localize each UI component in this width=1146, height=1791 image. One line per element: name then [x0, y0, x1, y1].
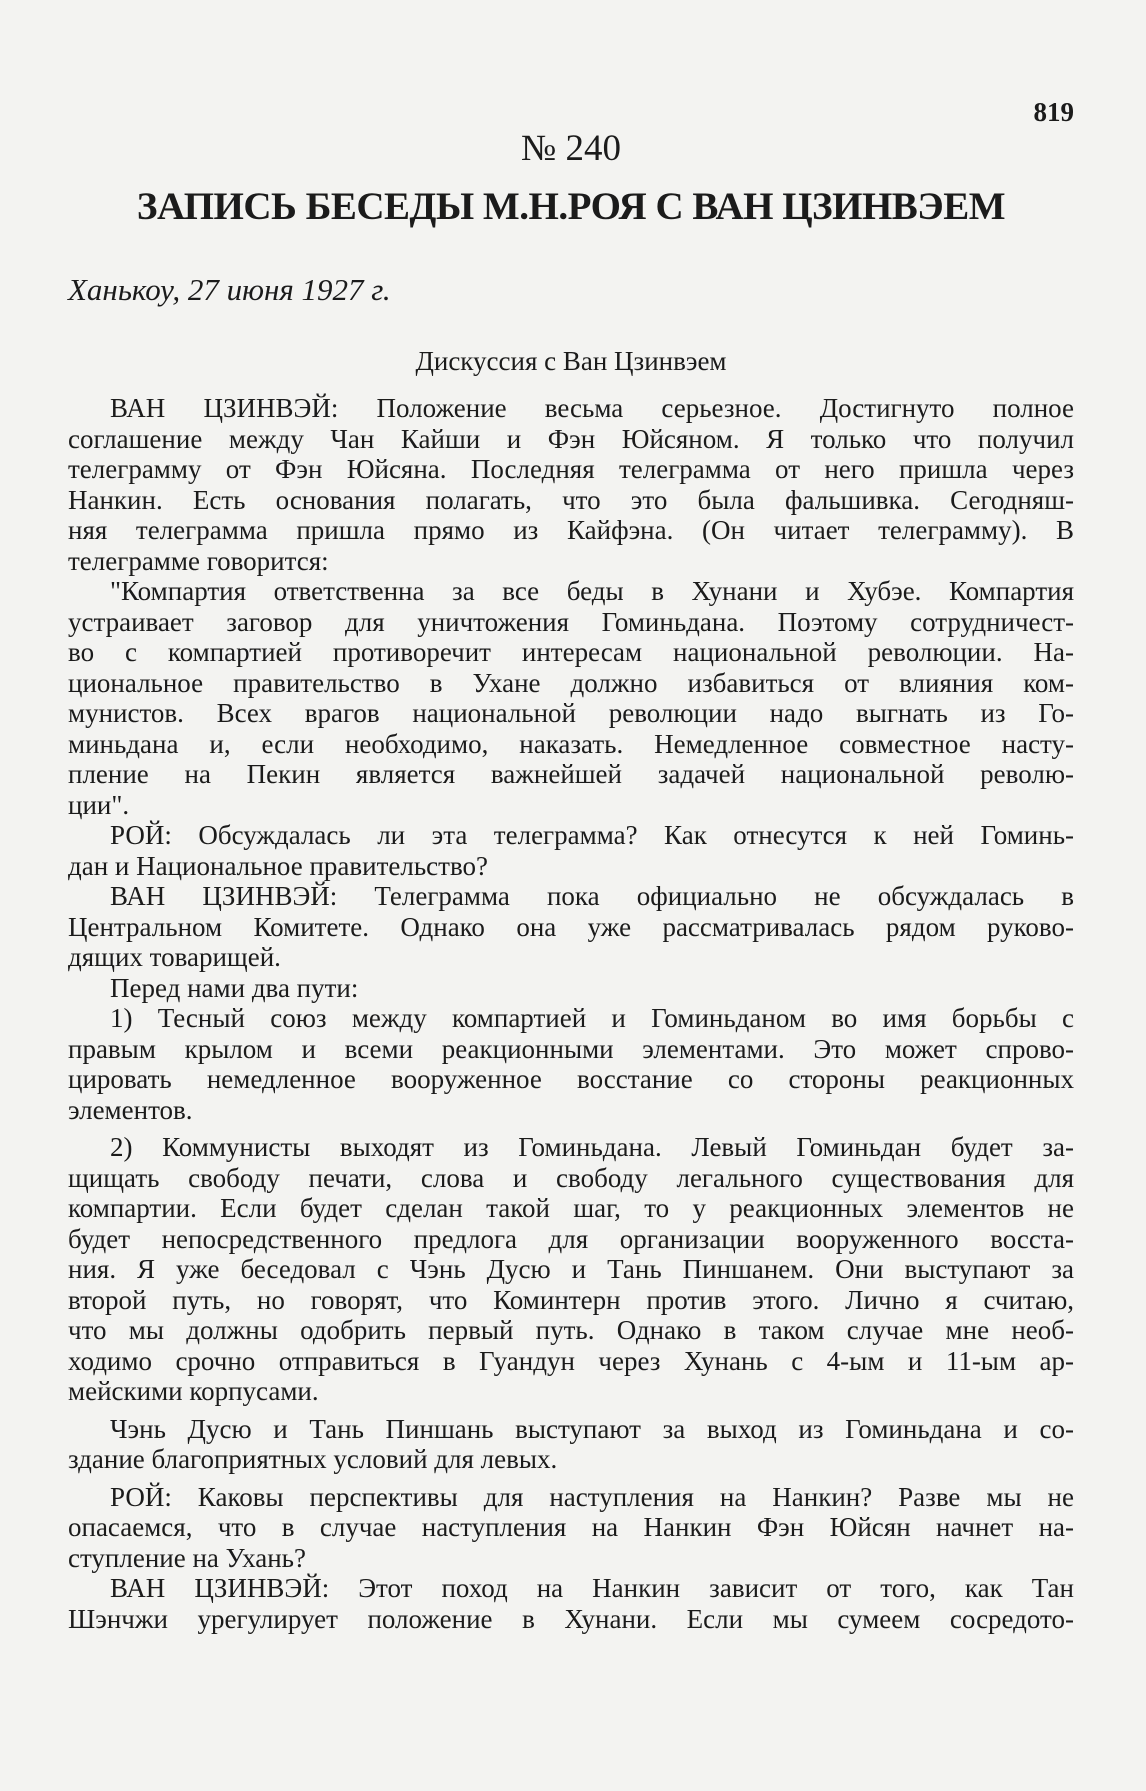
- paragraph: [68, 1414, 1074, 1475]
- text-line: 1) Тесный союз между компартией и Гоминьданом во имя борьбы с: [110, 1003, 1074, 1033]
- document-title: ЗАПИСЬ БЕСЕДЫ М.Н.РОЯ С ВАН ЦЗИНВЭЕМ: [136, 185, 1006, 228]
- paragraph: [68, 1482, 1074, 1574]
- text-line: дан и Национальное правительство?: [68, 850, 489, 881]
- text-line: второй путь, но говорят, что Коминтерн против этого. Лично я считаю,: [68, 1284, 1074, 1315]
- text-line: 2) Коммунисты выходят из Гоминьдана. Левый Гоминьдан будет за-: [110, 1132, 1074, 1162]
- text-line: здание благоприятных условий для левых.: [68, 1444, 558, 1474]
- place-and-date: Ханькоу, 27 июня 1927 г.: [68, 272, 391, 307]
- text-line: телеграмме говорится:: [68, 545, 329, 576]
- text-line: соглашение между Чан Кайши и Фэн Юйсяном. Я только что получил: [68, 423, 1074, 454]
- text-line: миньдана и, если необходимо, наказать. Немедленное совместное насту-: [68, 728, 1074, 759]
- text-line: ции".: [68, 789, 130, 820]
- document-body: [68, 393, 1074, 1634]
- text-line: ВАН ЦЗИНВЭЙ: Положение весьма серьезное. Достигнуто полное: [110, 393, 1074, 423]
- text-line: ния. Я уже беседовал с Чэнь Дусю и Тань Пиншанем. Они выступают за: [68, 1254, 1074, 1284]
- text-line: опасаемся, что в случае наступления на Нанкин Фэн Юйсян начнет на-: [68, 1512, 1074, 1542]
- text-line: мунистов. Всех врагов национальной революции надо выгнать из Го-: [68, 698, 1074, 728]
- text-line: циональное правительство в Ухане должно избавиться от влияния ком-: [68, 667, 1074, 698]
- text-line: ВАН ЦЗИНВЭЙ: Этот поход на Нанкин зависит от того, как Тан: [110, 1573, 1074, 1603]
- text-line: цировать немедленное вооруженное восстание со стороны реакционных: [68, 1064, 1074, 1094]
- text-line: дящих товарищей.: [68, 942, 281, 972]
- text-line: Перед нами два пути:: [110, 972, 359, 1003]
- text-line: ступление на Ухань?: [68, 1542, 306, 1573]
- paragraph: [68, 393, 1074, 576]
- text-line: "Компартия ответственна за все беды в Хунани и Хубэе. Компартия: [110, 576, 1074, 606]
- text-line: будет непосредственного предлога для организации вооруженного восста-: [68, 1223, 1074, 1254]
- text-line: Центральном Комитете. Однако она уже рассматривалась рядом руково-: [68, 911, 1074, 942]
- paragraph: [68, 1573, 1074, 1634]
- text-line: устраивает заговор для уничтожения Гоминьдана. Поэтому сотрудничест-: [68, 606, 1074, 637]
- paragraph: [68, 576, 1074, 820]
- text-line: ходимо срочно отправиться в Гуандун через Хунань с 4-ым и 11-ым ар-: [68, 1345, 1074, 1376]
- text-line: РОЙ: Обсуждалась ли эта телеграмма? Как отнесутся к ней Гоминь-: [110, 820, 1074, 850]
- paragraph: [68, 1003, 1074, 1125]
- text-line: телеграмму от Фэн Юйсяна. Последняя телеграмма от него пришла через: [68, 454, 1074, 484]
- text-line: что мы должны одобрить первый путь. Однако в таком случае мне необ-: [68, 1315, 1074, 1345]
- text-line: правым крылом и всеми реакционными элементами. Это может спрово-: [68, 1033, 1074, 1064]
- text-line: ВАН ЦЗИНВЭЙ: Телеграмма пока официально не обсуждалась в: [110, 881, 1074, 911]
- text-line: РОЙ: Каковы перспективы для наступления на Нанкин? Разве мы не: [110, 1481, 1074, 1512]
- text-line: Нанкин. Есть основания полагать, что это была фальшивка. Сегодняш-: [68, 484, 1074, 515]
- document-number: № 240: [520, 128, 622, 169]
- text-line: няя телеграмма пришла прямо из Кайфэна. (Он читает телеграмму). В: [68, 515, 1074, 545]
- text-line: элементов.: [68, 1094, 193, 1125]
- paragraph: [68, 820, 1074, 881]
- page-number: 819: [1033, 97, 1074, 127]
- text-line: пление на Пекин является важнейшей задачей национальной револю-: [68, 759, 1074, 789]
- text-line: мейскими корпусами.: [68, 1376, 319, 1406]
- text-line: Чэнь Дусю и Тань Пиншань выступают за выход из Гоминьдана и со-: [110, 1413, 1074, 1444]
- text-line: Шэнчжи урегулирует положение в Хунани. Если мы сумеем сосредото-: [68, 1603, 1074, 1634]
- text-line: во с компартией противоречит интересам национальной революции. На-: [68, 637, 1074, 667]
- text-line: щищать свободу печати, слова и свободу легального существования для: [68, 1162, 1074, 1193]
- paragraph: [68, 1132, 1074, 1407]
- section-heading: Дискуссия с Ван Цзинвэем: [415, 346, 727, 376]
- paragraph: [68, 881, 1074, 973]
- text-line: компартии. Если будет сделан такой шаг, то у реакционных элементов не: [68, 1193, 1074, 1223]
- paragraph: [68, 973, 1074, 1004]
